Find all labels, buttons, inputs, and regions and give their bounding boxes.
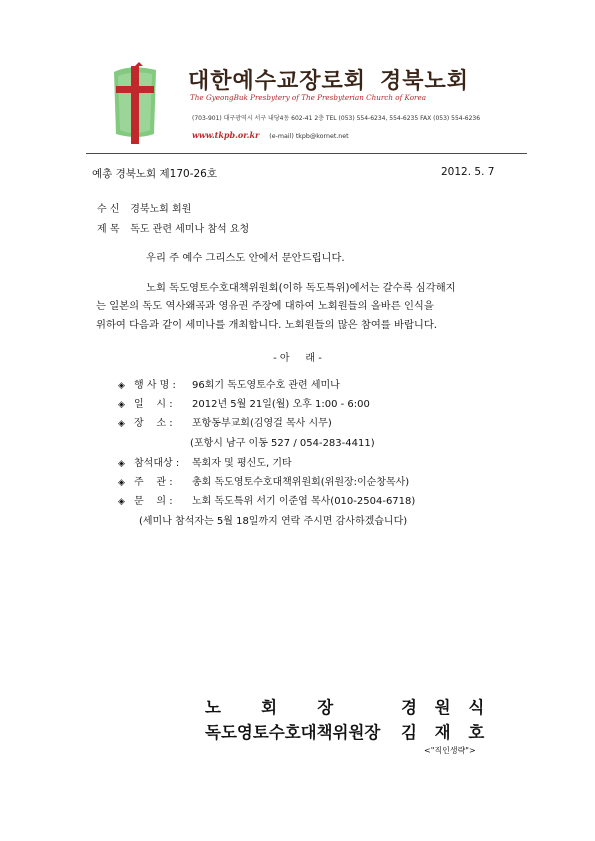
email-address[interactable]: tkpb@kornet.net — [295, 133, 349, 140]
body-line-2: 는 일본의 독도 역사왜곡과 영유권 주장에 대하여 노회원들의 올바른 인식을 — [96, 300, 434, 312]
item-key: 주 관 : — [134, 477, 173, 488]
item-key: 장 소 : — [134, 418, 173, 429]
recipient-label: 수 신 — [97, 204, 120, 215]
recipient-value: 경북노회 회원 — [130, 204, 192, 215]
website-link[interactable]: www.tkpb.or.kr — [192, 130, 260, 140]
item-key: 행 사 명 : — [134, 380, 176, 391]
org-subtitle: The GyeongBuk Presbytery of The Presbyterian Church of Korea — [190, 93, 426, 102]
item-value: 목회자 및 평신도, 기타 — [192, 458, 292, 469]
signature-title: 독도영토수호대책위원장 — [205, 723, 381, 742]
item-key: 참석대상 : — [134, 458, 180, 469]
diamond-bullet-icon: ◈ — [118, 459, 125, 469]
seal-omitted-note: <"직인생략"> — [424, 746, 476, 755]
presbytery-logo — [110, 62, 160, 147]
body-line-3: 위하여 다음과 같이 세미나를 개최합니다. 노회원들의 많은 참여를 바랍니다. — [96, 319, 438, 331]
list-item-organizer — [118, 473, 409, 488]
subject-value: 독도 관련 세미나 참석 요청 — [130, 224, 250, 235]
header-divider — [86, 153, 527, 154]
item-key: 일 시 : — [134, 399, 173, 410]
list-item-event-name — [118, 376, 340, 391]
signature-name: 경 원 식 — [401, 698, 491, 717]
item-value: 노회 독도특위 서기 이준엽 목사(010-2504-6718) — [192, 496, 416, 507]
list-item-datetime — [118, 395, 370, 410]
item-key: 문 의 : — [134, 496, 173, 507]
diamond-bullet-icon: ◈ — [118, 497, 125, 507]
item-value: 96회기 독도영토수호 관련 세미나 — [192, 380, 340, 391]
item-value: 포항동부교회(김영걸 목사 시무) — [192, 418, 332, 429]
signature-title: 노 회 장 — [205, 698, 334, 717]
document-date: 2012. 5. 7 — [441, 166, 495, 178]
rsvp-note: (세미나 참석자는 5월 18일까지 연락 주시면 감사하겠습니다) — [139, 516, 408, 527]
org-contact — [192, 130, 349, 140]
greeting: 우리 주 예수 그리스도 안에서 문안드립니다. — [146, 252, 345, 264]
diamond-bullet-icon: ◈ — [118, 478, 125, 488]
signature-committee-chair — [205, 719, 490, 743]
item-value: 2012년 5월 21일(월) 오후 1:00 - 6:00 — [192, 399, 370, 410]
subject-row — [97, 220, 249, 235]
org-name-region: 경북노회 — [380, 68, 470, 94]
org-address: (703-901) 대구광역시 서구 내당4동 602-41 2층 TEL (053) 554-6234, 554-6235 FAX (053) 554-6236 — [192, 115, 481, 122]
org-name-main: 대한예수교장로회 — [188, 68, 367, 94]
item-value: 총회 독도영토수호대책위원회(위원장:이순창목사) — [192, 477, 410, 488]
section-title: - 아 래 - — [273, 353, 322, 364]
list-item-venue — [118, 414, 332, 429]
diamond-bullet-icon: ◈ — [118, 381, 125, 391]
signature-moderator — [205, 694, 490, 718]
body-line-1: 노회 독도영토수호대책위원회(이하 독도특위)에서는 갈수록 심각해지 — [146, 282, 456, 294]
org-title — [188, 64, 469, 95]
signature-name: 김 재 호 — [401, 723, 491, 742]
list-item-audience — [118, 454, 292, 469]
venue-detail: (포항시 남구 이동 527 / 054-283-4411) — [190, 438, 375, 449]
email-label: (e-mail) — [269, 133, 294, 140]
recipient-row — [97, 200, 191, 215]
diamond-bullet-icon: ◈ — [118, 419, 125, 429]
document-number: 예총 경북노회 제170-26호 — [92, 168, 218, 180]
list-item-contact — [118, 492, 415, 507]
subject-label: 제 목 — [97, 224, 120, 235]
diamond-bullet-icon: ◈ — [118, 400, 125, 410]
